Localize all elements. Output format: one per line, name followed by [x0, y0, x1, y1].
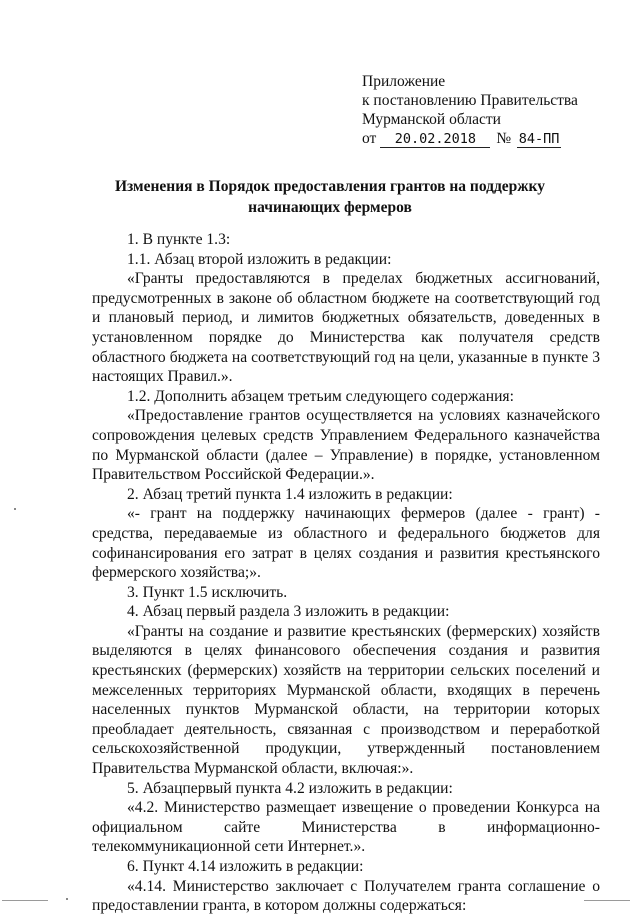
- paragraph: «Гранты предоставляются в пределах бюджетных ассигнований, предусмотренных в законе об областном бюджете на соответствующий год и плановый период, и лимитов бюджетных обязательств, доведенных в установленном порядке до Министерства как получателя средств областного бюджета на соответствующий год на цели, указанные в пункте 3 настоящих Правил.».: [92, 270, 600, 386]
- paragraph: 2. Абзац третий пункта 1.4 изложить в редакции:: [127, 485, 453, 503]
- date-prefix: от: [362, 130, 377, 147]
- resolution-date: 20.02.2018: [380, 132, 490, 148]
- document-title: [110, 176, 550, 218]
- scan-mark: [2, 900, 48, 901]
- scan-speck: [14, 508, 16, 510]
- paragraph: «- грант на поддержку начинающих фермеров (далее - грант) - средства, передаваемые из областного и федерального бюджетов для софинансирования его затрат в целях создания и развития крестьянского фермерского хозяйства;».: [92, 505, 600, 582]
- resolution-number: 84-ПП: [518, 131, 560, 147]
- paragraph: 6. Пункт 4.14 изложить в редакции:: [127, 858, 364, 875]
- paragraph: «4.14. Министерство заключает с Получателем гранта соглашение о предоставлении гранта, в котором должны содержаться:: [92, 877, 600, 915]
- appendix-line-1: Приложение: [362, 73, 446, 90]
- paragraph: «4.2. Министерство размещает извещение о проведении Конкурса на официальном сайте Министерства в информационно-телекоммуникационной сети Интернет.».: [92, 799, 600, 856]
- appendix-line-3: Мурманской области: [362, 111, 501, 128]
- appendix-line-2: к постановлению Правительства: [362, 92, 578, 109]
- paragraph: 4. Абзац первый раздела 3 изложить в редакции:: [127, 603, 450, 621]
- number-sign: №: [496, 130, 512, 147]
- document-body: [92, 230, 600, 916]
- paragraph: 1.2. Дополнить абзацем третьим следующего содержания:: [127, 387, 514, 405]
- appendix-block: [362, 72, 578, 148]
- paragraph: «Предоставление грантов осуществляется на условиях казначейского сопровождения целевых средств Управлением Федерального казначейства по Мурманской области (далее – Управление) в порядке, установленном Правительством Российской Федерации.».: [92, 407, 600, 484]
- scan-speck: [66, 898, 68, 900]
- appendix-date-line: [362, 129, 578, 148]
- title-line-1: Изменения в Порядок предоставления грантов на поддержку: [114, 178, 546, 195]
- paragraph: 5. Абзацпервый пункта 4.2 изложить в редакции:: [127, 779, 453, 797]
- paragraph: 3. Пункт 1.5 исключить.: [127, 583, 288, 601]
- paragraph: 1. В пункте 1.3:: [127, 231, 231, 248]
- paragraph: 1.1. Абзац второй изложить в редакции:: [127, 250, 392, 268]
- title-line-2: начинающих фермеров: [248, 199, 412, 216]
- paragraph: «Гранты на создание и развитие крестьянских (фермерских) хозяйств выделяются в целях финансового обеспечения создания и развития крестьянских (фермерских) хозяйств на территории сельских поселений и межселенных территориях Мурманской области, входящих в перечень населенных пунктов Мурманской области, на территории которых преобладает деятельность, связанная с производством и переработкой сельскохозяйственной продукции, утвержденный постановлением Правительства Мурманской области, включая:».: [92, 622, 600, 778]
- scan-mark: [584, 900, 630, 901]
